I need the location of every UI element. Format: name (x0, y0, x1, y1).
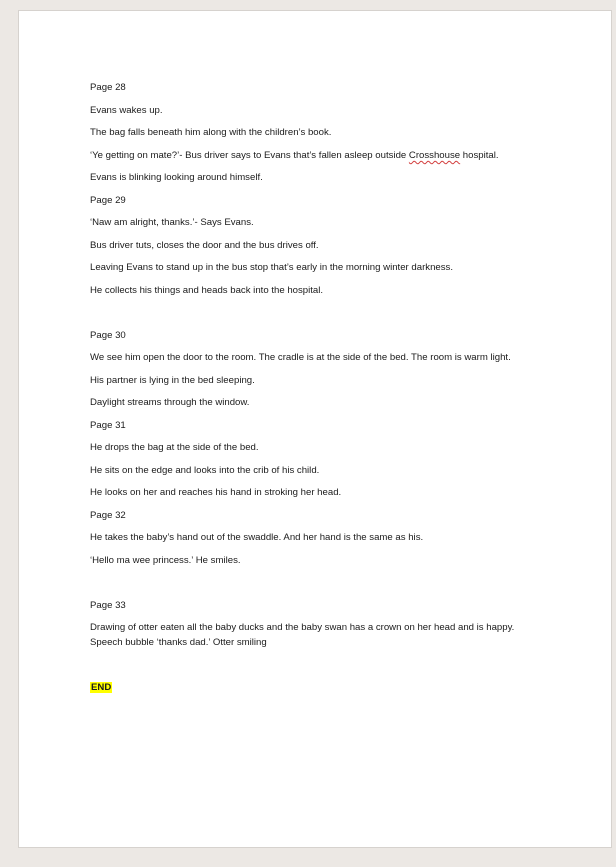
page-heading: Page 30 (90, 330, 126, 341)
page-heading: Page 29 (90, 195, 126, 206)
paragraph: Speech bubble ‘thanks dad.’ Otter smiling (90, 637, 267, 648)
paragraph: Drawing of otter eaten all the baby ducks and the baby swan has a crown on her head and is happy. (90, 622, 515, 633)
paragraph: He collects his things and heads back into the hospital. (90, 285, 324, 296)
document-page[interactable] (18, 10, 612, 848)
paragraph-text: hospital. (460, 150, 499, 161)
paragraph: ‘Naw am alright, thanks.’- Says Evans. (90, 217, 254, 228)
paragraph: He drops the bag at the side of the bed. (90, 442, 259, 453)
paragraph: He looks on her and reaches his hand in stroking her head. (90, 487, 342, 498)
paragraph: Bus driver tuts, closes the door and the bus drives off. (90, 240, 319, 251)
end-highlight: END (91, 682, 112, 693)
paragraph: Daylight streams through the window. (90, 397, 250, 408)
page-heading: Page 33 (90, 600, 126, 611)
paragraph (90, 150, 499, 162)
paragraph: Evans is blinking looking around himself. (90, 172, 263, 183)
page-heading: Page 31 (90, 420, 126, 431)
misspelled-word[interactable]: Crosshouse (408, 150, 461, 161)
paragraph: Leaving Evans to stand up in the bus stop that’s early in the morning winter darkness. (90, 262, 453, 273)
page-heading: Page 28 (90, 82, 126, 93)
paragraph: His partner is lying in the bed sleeping. (90, 375, 255, 386)
paragraph: We see him open the door to the room. The cradle is at the side of the bed. The room is warm light. (90, 352, 511, 363)
paragraph: He takes the baby’s hand out of the swaddle. And her hand is the same as his. (90, 532, 424, 543)
paragraph: The bag falls beneath him along with the children’s book. (90, 127, 332, 138)
paragraph: ‘Hello ma wee princess.’ He smiles. (90, 555, 241, 566)
paragraph-text: ‘Ye getting on mate?’- Bus driver says to Evans that’s fallen asleep outside (90, 150, 409, 161)
paragraph: Evans wakes up. (90, 105, 163, 116)
paragraph: He sits on the edge and looks into the crib of his child. (90, 465, 320, 476)
end-marker (90, 682, 112, 694)
page-heading: Page 32 (90, 510, 126, 521)
